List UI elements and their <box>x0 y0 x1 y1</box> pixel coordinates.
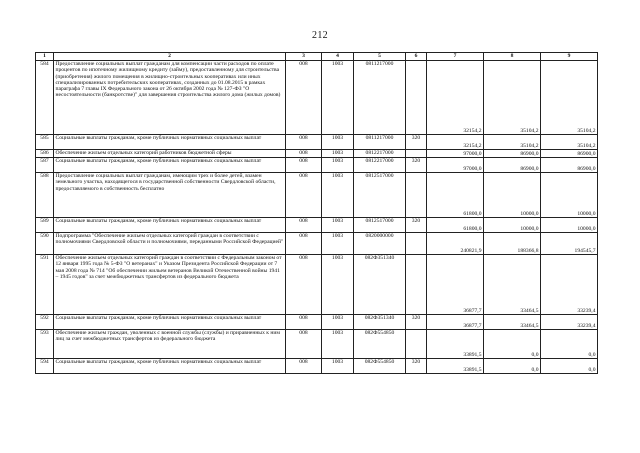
section-code: 1003 <box>322 233 354 255</box>
row-number: 588 <box>36 173 54 218</box>
column-header: 5 <box>354 53 406 61</box>
column-header: 8 <box>484 53 541 61</box>
target-code: 0812517000 <box>354 173 406 218</box>
row-name: Обеспечение жильем отдельных категорий работников бюджетной сферы <box>54 150 286 158</box>
amount-year-3: 10000,0 <box>541 218 598 233</box>
amount-year-1: 97000,0 <box>427 158 484 173</box>
admin-code: 008 <box>286 315 322 330</box>
amount-year-1: 61800,0 <box>427 218 484 233</box>
target-code: 0811217000 <box>354 61 406 135</box>
expense-type: 320 <box>406 218 427 233</box>
amount-year-1: 33891,5 <box>427 330 484 359</box>
column-header: 1 <box>36 53 54 61</box>
row-name: Социальные выплаты гражданам, кроме публичных нормативных социальных выплат <box>54 218 286 233</box>
amount-year-1: 36877,7 <box>427 315 484 330</box>
target-code: 082Ф554850 <box>354 330 406 359</box>
target-code: 0812217000 <box>354 150 406 158</box>
amount-year-3: 86900,0 <box>541 150 598 158</box>
target-code: 082Ф351340 <box>354 315 406 330</box>
target-code: 0811217000 <box>354 135 406 150</box>
row-number: 589 <box>36 218 54 233</box>
column-header: 6 <box>406 53 427 61</box>
column-header: 2 <box>54 53 286 61</box>
budget-table <box>35 52 598 374</box>
expense-type: 320 <box>406 135 427 150</box>
row-number: 584 <box>36 61 54 135</box>
amount-year-2: 0,0 <box>484 330 541 359</box>
amount-year-1: 32154,2 <box>427 135 484 150</box>
column-header: 9 <box>541 53 598 61</box>
column-header: 4 <box>322 53 354 61</box>
expense-type <box>406 255 427 315</box>
admin-code: 008 <box>286 150 322 158</box>
amount-year-2: 10000,0 <box>484 218 541 233</box>
row-name: Социальные выплаты гражданам, кроме публичных нормативных социальных выплат <box>54 359 286 374</box>
amount-year-3: 35104,2 <box>541 61 598 135</box>
admin-code: 008 <box>286 61 322 135</box>
expense-type <box>406 173 427 218</box>
table-body <box>36 61 598 374</box>
expense-type <box>406 61 427 135</box>
expense-type <box>406 233 427 255</box>
admin-code: 008 <box>286 158 322 173</box>
admin-code: 008 <box>286 255 322 315</box>
amount-year-3: 0,0 <box>541 330 598 359</box>
table-row <box>36 330 598 359</box>
row-name: Социальные выплаты гражданам, кроме публичных нормативных социальных выплат <box>54 158 286 173</box>
amount-year-1: 61800,0 <box>427 173 484 218</box>
section-code: 1003 <box>322 150 354 158</box>
row-number: 593 <box>36 330 54 359</box>
amount-year-2: 33464,5 <box>484 315 541 330</box>
amount-year-3: 33239,4 <box>541 255 598 315</box>
amount-year-1: 32154,2 <box>427 61 484 135</box>
table-row <box>36 233 598 255</box>
amount-year-1: 240821,9 <box>427 233 484 255</box>
admin-code: 008 <box>286 135 322 150</box>
amount-year-1: 36877,7 <box>427 255 484 315</box>
amount-year-2: 33464,5 <box>484 255 541 315</box>
table-row <box>36 135 598 150</box>
section-code: 1003 <box>322 359 354 374</box>
table-row <box>36 150 598 158</box>
section-code: 1003 <box>322 61 354 135</box>
table-row <box>36 255 598 315</box>
admin-code: 008 <box>286 330 322 359</box>
amount-year-3: 35104,2 <box>541 135 598 150</box>
admin-code: 008 <box>286 359 322 374</box>
row-number: 594 <box>36 359 54 374</box>
row-name: Обеспечение жильем отдельных категорий граждан в соответствии с Федеральным законом от 12 января 1995 года № 5-ФЗ "О ветеранах" и Указом Президента Российской Федерации от 7 мая 2008 года № 714 "Об обеспечении жильем ветеранов Великой Отечественной войны 1941 – 1945 годов" за счет межбюджетных трансфертов из федерального бюджета <box>54 255 286 315</box>
expense-type: 320 <box>406 359 427 374</box>
expense-type: 320 <box>406 315 427 330</box>
row-name: Социальные выплаты гражданам, кроме публичных нормативных социальных выплат <box>54 315 286 330</box>
target-code: 082Ф554850 <box>354 359 406 374</box>
column-header: 7 <box>427 53 484 61</box>
admin-code: 008 <box>286 218 322 233</box>
row-name: Предоставление социальных выплат гражданам для компенсации части расходов по оплате процентов по ипотечному жилищному кредиту (займу), предоставленному для строительства (приобретения) жилого помещения в жилищно-строительных кооперативах или иных специализированных потребительских кооперативах, созданных до 01.08.2015 в рамках параграфа 7 главы IX Федерального закона от 26 октября 2002 года № 127-ФЗ "О несостоятельности (банкротстве)" для завершения строительства жилого дома (жилых домов) <box>54 61 286 135</box>
expense-type <box>406 150 427 158</box>
admin-code: 008 <box>286 173 322 218</box>
table-row <box>36 315 598 330</box>
amount-year-2: 188366,8 <box>484 233 541 255</box>
column-header: 3 <box>286 53 322 61</box>
table-row <box>36 61 598 135</box>
target-code: 0812217000 <box>354 158 406 173</box>
amount-year-3: 10000,0 <box>541 173 598 218</box>
row-number: 590 <box>36 233 54 255</box>
row-number: 586 <box>36 150 54 158</box>
expense-type <box>406 330 427 359</box>
target-code: 082Ф351340 <box>354 255 406 315</box>
section-code: 1003 <box>322 218 354 233</box>
amount-year-2: 86900,0 <box>484 150 541 158</box>
target-code: 0812517000 <box>354 218 406 233</box>
section-code: 1003 <box>322 173 354 218</box>
row-name: Обеспечение жильем граждан, уволенных с военной службы (службы) и приравненных к ним лиц за счет межбюджетных трансфертов из федерального бюджета <box>54 330 286 359</box>
amount-year-2: 35104,2 <box>484 135 541 150</box>
row-number: 592 <box>36 315 54 330</box>
row-name: Социальные выплаты гражданам, кроме публичных нормативных социальных выплат <box>54 135 286 150</box>
table-row <box>36 218 598 233</box>
amount-year-1: 33891,5 <box>427 359 484 374</box>
row-name: Подпрограмма "Обеспечение жильем отдельных категорий граждан в соответствии с полномочиями Свердловской области и полномочиями, переданными Российской Федерацией" <box>54 233 286 255</box>
amount-year-3: 33239,4 <box>541 315 598 330</box>
section-code: 1003 <box>322 135 354 150</box>
amount-year-2: 35104,2 <box>484 61 541 135</box>
amount-year-2: 10000,0 <box>484 173 541 218</box>
amount-year-3: 86900,0 <box>541 158 598 173</box>
amount-year-3: 0,0 <box>541 359 598 374</box>
amount-year-2: 86900,0 <box>484 158 541 173</box>
section-code: 1003 <box>322 330 354 359</box>
section-code: 1003 <box>322 255 354 315</box>
expense-type: 320 <box>406 158 427 173</box>
amount-year-3: 194545,7 <box>541 233 598 255</box>
table-row <box>36 158 598 173</box>
row-number: 591 <box>36 255 54 315</box>
section-code: 1003 <box>322 158 354 173</box>
target-code: 0820000000 <box>354 233 406 255</box>
amount-year-2: 0,0 <box>484 359 541 374</box>
admin-code: 008 <box>286 233 322 255</box>
row-number: 587 <box>36 158 54 173</box>
table-row <box>36 173 598 218</box>
row-number: 585 <box>36 135 54 150</box>
section-code: 1003 <box>322 315 354 330</box>
row-name: Предоставление социальных выплат гражданам, имеющим трех и более детей, взамен земельного участка, находящегося в государственной собственности Свердловской области, предоставляемого в собственность бесплатно <box>54 173 286 218</box>
amount-year-1: 97000,0 <box>427 150 484 158</box>
page-number: 212 <box>312 30 328 41</box>
table-header-row <box>36 53 598 61</box>
table-row <box>36 359 598 374</box>
